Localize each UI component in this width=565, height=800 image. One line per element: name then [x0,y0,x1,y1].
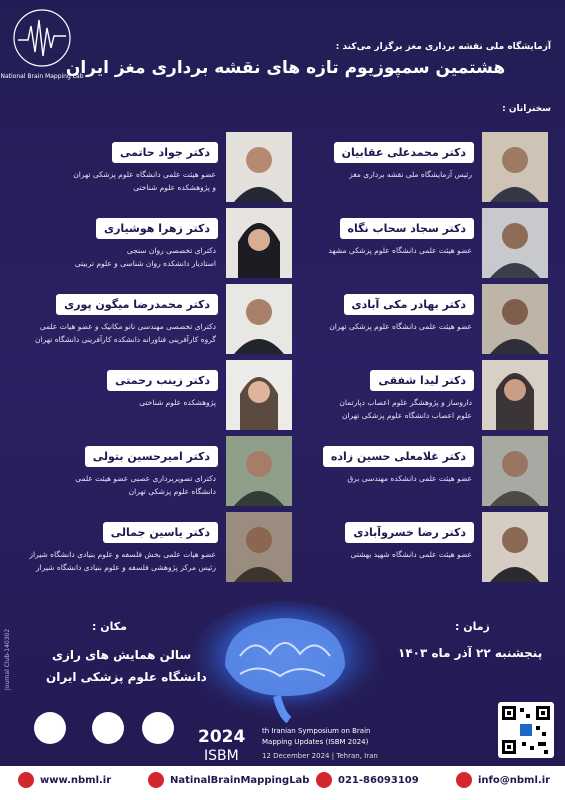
qr-code[interactable] [498,702,554,758]
partner-logo-1 [34,712,66,744]
speaker-desc: عضو هیئت علمی دانشگاه علوم پزشکی مشهد [328,246,472,255]
intro-text: آزمایشگاه ملی نقشه برداری مغز برگزار می‌کند : [335,42,551,52]
speaker-card [50,132,292,202]
speaker-desc: داروساز و پژوهشگر علوم اعصاب دپارتمان علوم اعصاب دانشگاه علوم پزشکی تهران [339,398,472,420]
speaker-photo [482,132,548,202]
speakers-label: سخنرانان : [502,104,551,114]
speaker-card [306,132,548,202]
speaker-name: دکتر لیدا شفقی [370,370,474,391]
speaker-photo [226,132,292,202]
speaker-desc: عضو هیئت علمی دانشکده مهندسی برق [347,474,472,483]
speaker-desc: دکترای تخصصی روان سنجی استادیار دانشکده روان شناسی و علوم تربیتی [74,246,216,268]
speaker-photo [226,360,292,430]
time-value: پنجشنبه ۲۲ آذر ماه ۱۴۰۳ [398,646,543,660]
speaker-name: دکتر محمدعلی عقابیان [334,142,474,163]
speaker-name: دکتر زهرا هوشیاری [96,218,218,239]
speaker-name: دکتر رضا خسروآبادی [345,522,474,543]
speaker-card [306,360,548,430]
partner-logo-2 [92,712,124,744]
speaker-card [50,436,292,506]
footer-phone[interactable]: 021-86093109 [338,775,419,786]
speaker-name: دکتر غلامعلی حسین زاده [323,446,474,467]
isbm-title-line2: Mapping Updates (ISBM 2024) [262,738,369,746]
speaker-photo [482,284,548,354]
svg-text:National Brain Mapping Lab: National Brain Mapping Lab [0,73,84,80]
speaker-photo [226,284,292,354]
speaker-desc: پژوهشکده علوم شناختی [139,398,216,407]
speaker-desc: عضو هیات علمی بخش فلسفه و علوم بنیادی دانشگاه شیراز رئیس مرکز پژوهشی فلسفه و علوم بنیادی دانشگاه شیراز [29,550,216,572]
speaker-desc: عضو هیئت علمی دانشگاه شهید بهشتی [350,550,472,559]
phone-icon [316,772,332,788]
speaker-card [50,360,292,430]
speaker-name: دکتر محمدرضا میگون پوری [56,294,218,315]
speaker-desc: دکترای تخصصی مهندسی نانو مکانیک و عضو هیات علمی گروه کارآفرینی فناورانه دانشکده کارآفرینی دانشگاه تهران [35,322,216,344]
speaker-photo [226,436,292,506]
speaker-card [306,436,548,506]
isbm-date: 12 December 2024 | Tehran, Iran [262,752,378,760]
partner-logo-3 [142,712,174,744]
speaker-card [35,284,292,354]
svg-text:2024: 2024 [198,727,246,747]
location-venue: سالن همایش های رازی [52,648,192,662]
social-icon [148,772,164,788]
location-label: مکان : [92,620,127,633]
speaker-name: دکتر بهادر مکی آبادی [344,294,474,315]
speaker-photo [226,512,292,582]
speaker-name: دکتر جواد حاتمی [112,142,218,163]
location-university: دانشگاه علوم پزشکی ایران [46,670,207,684]
speaker-name: دکتر سجاد سحاب نگاه [340,218,474,239]
speaker-desc: عضو هیئت علمی دانشگاه علوم پزشکی تهران [329,322,472,331]
speaker-name: دکتر یاسین جمالی [103,522,218,543]
isbm-title-line1: th Iranian Symposium on Brain [262,727,371,735]
svg-text:ISBM: ISBM [204,748,239,764]
footer-email[interactable]: info@nbml.ir [478,775,551,786]
speaker-photo [482,208,548,278]
brain-image [185,596,385,726]
speaker-photo [482,436,548,506]
footer-social[interactable]: NatinalBrainMappingLab [170,775,310,786]
footer-website[interactable]: www.nbml.ir [40,775,112,786]
page-title: هشتمین سمپوزیوم تازه های نقشه برداری مغز ایران [65,58,506,78]
time-label: زمان : [455,620,490,633]
globe-icon [18,772,34,788]
speaker-card [306,284,548,354]
speaker-name: دکتر امیرحسین بتولی [85,446,218,467]
speaker-desc: رئیس آزمایشگاه ملی نقشه برداری مغز [349,170,472,179]
speaker-name: دکتر زینب رحمتی [107,370,218,391]
speaker-card [29,512,292,582]
speaker-card [306,512,548,582]
email-icon [456,772,472,788]
speaker-desc: دکترای تصویربرداری عصبی عضو هیئت علمی دانشگاه علوم پزشکی تهران [75,474,216,496]
speaker-card [306,208,548,278]
speaker-photo [226,208,292,278]
speaker-photo [482,360,548,430]
journal-code: Journal Club-140302 [4,628,11,690]
speaker-desc: عضو هیئت علمی دانشگاه علوم پزشکی تهران و پژوهشکده علوم شناختی [73,170,216,192]
speaker-card [50,208,292,278]
speaker-photo [482,512,548,582]
